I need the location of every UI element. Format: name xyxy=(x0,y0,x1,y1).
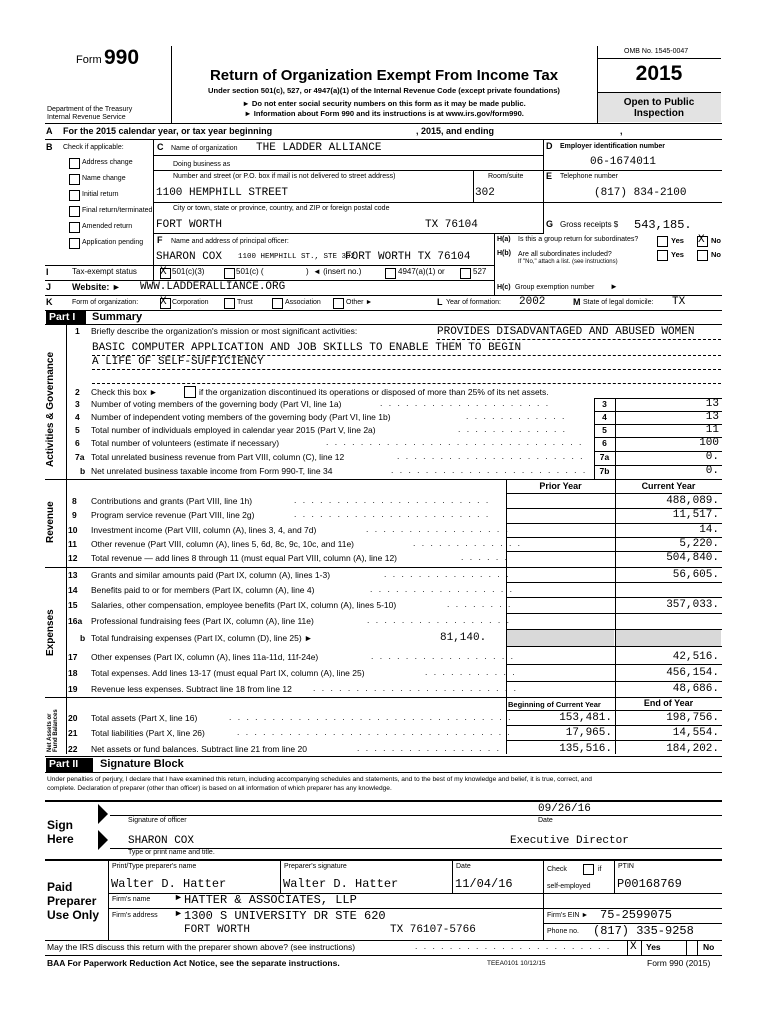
line-9-num: 9 xyxy=(72,510,77,520)
line-22-eoy: 184,202. xyxy=(666,743,719,755)
street-value: 1100 HEMPHILL STREET xyxy=(156,187,289,199)
line-12-num: 12 xyxy=(68,553,78,563)
line-a-text: For the 2015 calendar year, or tax year beginning xyxy=(63,126,273,136)
prior-year-header: Prior Year xyxy=(539,481,582,491)
line-19-leader: . . . . . . . . . . . . . . . . . . . . . . . . xyxy=(313,683,518,693)
line-11-current: 5,220. xyxy=(679,538,719,550)
hb-no-checkbox[interactable] xyxy=(697,250,708,261)
line-13-text: Grants and similar amounts paid (Part IX, column (A), lines 1-3) xyxy=(91,570,331,580)
eoy-header: End of Year xyxy=(643,698,694,708)
line-2-text-2: if the organization discontinued its operations or disposed of more than 25% of its net assets. xyxy=(199,387,549,397)
line-5-num: 5 xyxy=(75,425,80,435)
principal-officer-label: Name and address of principal officer: xyxy=(171,238,289,245)
line-7b-box: 7b xyxy=(599,466,610,476)
mission-line-3: A LIFE OF SELF-SUFFICIENCY xyxy=(92,356,264,368)
line-14-leader: . . . . . . . . . . . . . . . . . xyxy=(370,584,514,594)
line-6-num: 6 xyxy=(75,438,80,448)
line-7a-text: Total unrelated business revenue from Part VIII, column (C), line 12 xyxy=(91,452,345,462)
hb-yes-checkbox[interactable] xyxy=(657,250,668,261)
type-name-title-label: Type or print name and title. xyxy=(128,849,215,856)
trust-checkbox[interactable] xyxy=(224,298,235,309)
line-15-leader: . . . . . . . . xyxy=(447,599,513,609)
line-21-eoy: 14,554. xyxy=(672,727,719,739)
line-19-num: 19 xyxy=(68,684,78,694)
amended-return-checkbox[interactable] xyxy=(69,222,80,233)
part-ii-title: Signature Block xyxy=(100,758,184,770)
line-17-leader: . . . . . . . . . . . . . . . . . xyxy=(371,651,515,661)
section-b-label: B xyxy=(46,142,53,152)
discuss-leader: . . . . . . . . . . . . . . . . . . . . . . . xyxy=(415,941,612,951)
group-exemption-label: Group exemption number xyxy=(515,284,595,291)
officer-address: 1100 HEMPHILL ST., STE 302 xyxy=(238,253,356,261)
footer-code: TEEA0101 10/12/15 xyxy=(487,960,546,967)
mission-line-2: BASIC COMPUTER APPLICATION AND JOB SKILLS TO ENABLE THEM TO BEGIN xyxy=(92,342,522,354)
line-22-text: Net assets or fund balances. Subtract line 21 from line 20 xyxy=(91,744,307,754)
group-exemption-arrow-icon: ► xyxy=(610,282,618,291)
dba-label: Doing business as xyxy=(173,161,231,168)
telephone-label: Telephone number xyxy=(560,173,618,180)
line-15-num: 15 xyxy=(68,600,78,610)
year-of-formation-value: 2002 xyxy=(519,296,546,308)
line-4-box: 4 xyxy=(602,412,607,422)
line-20-eoy: 198,756. xyxy=(666,712,719,724)
footer-form: Form 990 (2015) xyxy=(647,958,711,968)
line-22-leader: . . . . . . . . . . . . . . . . . . xyxy=(357,743,510,753)
line-14-text: Benefits paid to or for members (Part IX, column (A), line 4) xyxy=(91,585,315,595)
firm-address-arrow-icon: ► xyxy=(174,908,183,918)
line-7a-leader: . . . . . . . . . . . . . . . . . . . . . . xyxy=(397,451,585,461)
hb-note: If "No," attach a list. (see instructions) xyxy=(518,259,618,265)
ha-no-label: No xyxy=(711,236,721,245)
hc-label: H(c) xyxy=(497,284,511,291)
initial-return-checkbox[interactable] xyxy=(69,190,80,201)
line-3-leader: . . . . . . . . . . . . . . . . . . . . xyxy=(380,398,551,408)
line-22-boy: 135,516. xyxy=(559,743,612,755)
line-8-num: 8 xyxy=(72,496,77,506)
revenue-side-label: Revenue xyxy=(45,501,56,543)
form-info-url: ► Information about Form 990 and its instructions is at www.irs.gov/form990. xyxy=(244,109,524,118)
line-7b-value: 0. xyxy=(705,465,719,477)
line-3-text: Number of voting members of the governing body (Part VI, line 1a) xyxy=(91,399,342,409)
section-c-label: C xyxy=(157,142,164,152)
boy-header: Beginning of Current Year xyxy=(508,700,601,709)
hb-question: Are all subordinates included? xyxy=(518,251,612,258)
check-label: Check xyxy=(547,866,567,873)
line-14-num: 14 xyxy=(68,585,78,595)
line-16a-text: Professional fundraising fees (Part IX, column (A), line 11e) xyxy=(91,616,314,626)
line-k-label: K xyxy=(46,297,53,307)
line-4-text: Number of independent voting members of the governing body (Part VI, line 1b) xyxy=(91,412,391,422)
corporation-label: Corporation xyxy=(172,299,209,306)
line-16a-num: 16a xyxy=(68,616,83,626)
line-2-text: Check this box ► xyxy=(91,387,158,397)
line-7b-num: b xyxy=(80,466,86,476)
part-i-title: Summary xyxy=(92,311,143,323)
tax-year: 2015 xyxy=(635,62,683,85)
line-17-text: Other expenses (Part IX, column (A), lines 11a-11d, 11f-24e) xyxy=(91,652,319,662)
ha-label: H(a) xyxy=(497,236,511,243)
prep-name-value: Walter D. Hatter xyxy=(111,877,227,891)
4947-checkbox[interactable] xyxy=(385,268,396,279)
gross-receipts-value: 543,185. xyxy=(634,218,692,232)
activities-governance-side-label: Activities & Governance xyxy=(45,351,56,467)
firm-state-zip-value: TX 76107-5766 xyxy=(390,924,476,936)
hb-label: H(b) xyxy=(497,250,511,257)
use-only-label: Use Only xyxy=(47,908,100,922)
line-7b-text: Net unrelated business taxable income from Form 990-T, line 34 xyxy=(91,466,333,476)
line-21-boy: 17,965. xyxy=(565,727,612,739)
firm-city-value: FORT WORTH xyxy=(184,924,251,936)
address-change-label: Address change xyxy=(82,159,133,166)
discontinued-operations-checkbox[interactable] xyxy=(184,386,196,398)
website-value: WWW.LADDERALLIANCE.ORG xyxy=(140,281,286,293)
dept-treasury: Department of the Treasury xyxy=(47,106,133,113)
officer-printed-name: SHARON COX xyxy=(128,835,195,847)
line-16b-text: Total fundraising expenses (Part IX, column (D), line 25) ► xyxy=(91,633,313,643)
year-of-formation-label: Year of formation: xyxy=(446,299,501,306)
tax-exempt-status-label: Tax-exempt status xyxy=(72,267,137,276)
form-label: Form xyxy=(76,54,102,66)
line-5-leader: . . . . . . . . . . . . . xyxy=(458,424,568,434)
line-1-text: Briefly describe the organization's mission or most significant activities: xyxy=(91,326,358,336)
501c-checkbox[interactable] xyxy=(224,268,235,279)
line-6-value: 100 xyxy=(699,437,719,449)
4947-label: 4947(a)(1) or xyxy=(398,267,445,276)
line-20-leader: . . . . . . . . . . . . . . . . . . . . . . . . . . . . . . . . . xyxy=(229,712,513,722)
firm-name-arrow-icon: ► xyxy=(174,892,183,902)
name-change-label: Name change xyxy=(82,175,126,182)
ssn-warning: ► Do not enter social security numbers on this form as it may be made public. xyxy=(242,99,526,108)
line-13-num: 13 xyxy=(68,570,78,580)
other-label: Other ► xyxy=(346,299,373,306)
line-21-leader: . . . . . . . . . . . . . . . . . . . . . . . . . . . . . . . . xyxy=(237,727,512,737)
net-assets-side-label: Net Assets or Fund Balances xyxy=(47,709,59,752)
final-return-checkbox[interactable] xyxy=(69,206,80,217)
hb-no-label: No xyxy=(711,250,721,259)
section-e-label: E xyxy=(546,171,553,181)
sign-date-value: 09/26/16 xyxy=(538,803,591,815)
line-4-leader: . . . . . . . . . . . . xyxy=(466,411,567,421)
line-4-value: 13 xyxy=(705,411,719,423)
line-17-current: 42,516. xyxy=(672,651,719,663)
section-g-label: G xyxy=(546,219,554,229)
prep-name-label: Print/Type preparer's name xyxy=(112,863,197,870)
527-checkbox[interactable] xyxy=(460,268,471,279)
sign-arrow-icon xyxy=(98,804,108,824)
line-11-leader: . . . . . . . . . . . . . xyxy=(413,538,523,548)
ein-label: Employer identification number xyxy=(560,143,666,150)
501c3-mark: X xyxy=(160,266,167,278)
line-10-leader: . . . . . . . . . . . . . . . . . xyxy=(366,524,510,534)
ha-question: Is this a group return for subordinates? xyxy=(518,236,639,243)
street-label: Number and street (or P.O. box if mail is not delivered to street address) xyxy=(173,173,396,180)
line-16a-leader: . . . . . . . . . . . . . . . . . xyxy=(367,615,511,625)
line-8-leader: . . . . . . . . . . . . . . . . . . . . . . . xyxy=(294,495,491,505)
line-10-text: Investment income (Part VIII, column (A), lines 3, 4, and 7d) xyxy=(91,525,317,535)
amended-return-label: Amended return xyxy=(82,223,133,230)
line-9-text: Program service revenue (Part VIII, line 2g) xyxy=(91,510,255,520)
line-18-leader: . . . . . . . . . . . xyxy=(425,667,517,677)
section-f-label: F xyxy=(157,235,163,245)
line-5-value: 11 xyxy=(705,424,719,436)
line-21-text: Total liabilities (Part X, line 26) xyxy=(91,728,205,738)
form-subtitle: Under section 501(c), 527, or 4947(a)(1) of the Internal Revenue Code (except private foundations) xyxy=(208,86,560,95)
501c3-label: 501(c)(3) xyxy=(172,267,205,276)
form-of-org-label: Form of organization: xyxy=(72,299,139,306)
officer-name: SHARON COX xyxy=(156,251,223,263)
address-change-checkbox[interactable] xyxy=(69,158,80,169)
baa-notice: BAA For Paperwork Reduction Act Notice, see the separate instructions. xyxy=(47,958,340,968)
name-arrow-icon xyxy=(98,830,108,850)
firm-phone-value: (817) 335-9258 xyxy=(593,924,694,938)
firm-address-label: Firm's address xyxy=(112,912,158,919)
line-l-label: L xyxy=(437,297,443,307)
org-name-value: THE LADDER ALLIANCE xyxy=(256,142,382,154)
prep-signature-value: Walter D. Hatter xyxy=(283,877,399,891)
line-7a-num: 7a xyxy=(75,452,85,462)
line-8-text: Contributions and grants (Part VIII, line 1h) xyxy=(91,496,253,506)
line-19-current: 48,686. xyxy=(672,683,719,695)
hb-yes-label: Yes xyxy=(671,250,684,259)
officer-title: Executive Director xyxy=(510,835,629,847)
officer-city: FORT WORTH TX 76104 xyxy=(345,251,471,263)
part-i-tag: Part I xyxy=(49,311,76,323)
state-zip-value: TX 76104 xyxy=(425,219,478,231)
line-10-num: 10 xyxy=(68,525,78,535)
other-checkbox[interactable] xyxy=(333,298,344,309)
here-label: Here xyxy=(47,832,74,846)
line-3-box: 3 xyxy=(602,399,607,409)
line-19-text: Revenue less expenses. Subtract line 18 from line 12 xyxy=(91,684,292,694)
check-if-applicable: Check if applicable: xyxy=(63,144,124,151)
line-20-boy: 153,481. xyxy=(559,712,612,724)
line-1-num: 1 xyxy=(75,326,80,336)
line-3-value: 13 xyxy=(705,398,719,410)
line-9-leader: . . . . . . . . . . . . . . . . . . . . . . . xyxy=(294,509,491,519)
application-pending-label: Application pending xyxy=(82,239,144,246)
line-21-num: 21 xyxy=(68,728,78,738)
line-8-current: 488,089. xyxy=(666,495,719,507)
line-7b-leader: . . . . . . . . . . . . . . . . . . . . . . . xyxy=(391,465,588,475)
527-label: 527 xyxy=(473,267,487,276)
form-number: 990 xyxy=(104,46,140,69)
line-9-current: 11,517. xyxy=(672,509,719,521)
ha-yes-label: Yes xyxy=(671,236,684,245)
association-checkbox[interactable] xyxy=(272,298,283,309)
expenses-side-label: Expenses xyxy=(45,609,56,656)
ptin-value: P00168769 xyxy=(617,877,682,891)
name-change-checkbox[interactable] xyxy=(69,174,80,185)
telephone-value: (817) 834-2100 xyxy=(594,187,687,199)
perjury-statement-1: Under penalties of perjury, I declare that I have examined this return, including accompanying schedules and statements, and to the best of my knowledge and belief, it is true, correct, and xyxy=(47,776,592,783)
line-i-label: I xyxy=(46,267,49,277)
line-5-text: Total number of individuals employed in calendar year 2015 (Part V, line 2a) xyxy=(91,425,376,435)
line-18-text: Total expenses. Add lines 13-17 (must equal Part IX, column (A), line 25) xyxy=(91,668,365,678)
trust-label: Trust xyxy=(237,299,253,306)
line-10-current: 14. xyxy=(699,524,719,536)
line-20-text: Total assets (Part X, line 16) xyxy=(91,713,198,723)
mission-line-1: PROVIDES DISADVANTAGED AND ABUSED WOMEN xyxy=(437,326,695,338)
self-employed-label: self-employed xyxy=(547,883,591,890)
ha-yes-checkbox[interactable] xyxy=(657,236,668,247)
line-5-box: 5 xyxy=(602,425,607,435)
current-year-header: Current Year xyxy=(641,481,696,491)
firm-ein-label: Firm's EIN ► xyxy=(547,912,589,919)
if-label: if xyxy=(598,866,602,873)
corporation-mark: X xyxy=(160,296,167,308)
line-7a-value: 0. xyxy=(705,451,719,463)
section-d-label: D xyxy=(546,141,553,151)
part-ii-tag: Part II xyxy=(49,758,79,770)
ptin-label: PTIN xyxy=(618,863,634,870)
omb-number: OMB No. 1545-0047 xyxy=(624,48,689,55)
line-12-current: 504,840. xyxy=(666,552,719,564)
perjury-statement-2: complete. Declaration of preparer (other than officer) is based on all information of which preparer has any knowledge. xyxy=(47,785,392,792)
self-employed-checkbox[interactable] xyxy=(583,864,594,875)
irs-label: Internal Revenue Service xyxy=(47,114,126,121)
line-11-num: 11 xyxy=(68,539,77,549)
firm-address-value: 1300 S UNIVERSITY DR STE 620 xyxy=(184,909,386,923)
line-16b-num: b xyxy=(80,633,86,643)
line-12-text: Total revenue — add lines 8 through 11 (must equal Part VIII, column (A), line 12) xyxy=(91,553,397,563)
line-18-current: 456,154. xyxy=(666,667,719,679)
line-13-current: 56,605. xyxy=(672,569,719,581)
signature-of-officer-label: Signature of officer xyxy=(128,817,187,824)
line-13-leader: . . . . . . . . . . . . . . . xyxy=(384,569,511,579)
gross-receipts-label: Gross receipts $ xyxy=(560,220,619,229)
ein-value: 06-1674011 xyxy=(590,156,657,168)
line-7a-box: 7a xyxy=(599,452,610,462)
line-j-label: J xyxy=(46,282,52,292)
line-17-num: 17 xyxy=(68,652,78,662)
discuss-yes-label: Yes xyxy=(646,942,661,952)
line-a-end: , xyxy=(620,126,623,136)
website-label: Website: ► xyxy=(72,282,121,292)
room-suite-label: Room/suite xyxy=(488,173,524,180)
discuss-question: May the IRS discuss this return with the preparer shown above? (see instructions) xyxy=(47,942,356,952)
discuss-no-label: No xyxy=(703,942,715,952)
line-15-text: Salaries, other compensation, employee benefits (Part IX, column (A), lines 5-10) xyxy=(91,600,397,610)
firm-ein-value: 75-2599075 xyxy=(600,908,673,922)
line-16b-value: 81,140. xyxy=(440,632,487,644)
prep-date-value: 11/04/16 xyxy=(455,877,513,891)
line-6-leader: . . . . . . . . . . . . . . . . . . . . . . . . . . . . . . xyxy=(326,437,584,447)
paid-label: Paid xyxy=(47,880,73,894)
application-pending-checkbox[interactable] xyxy=(69,238,80,249)
sign-label: Sign xyxy=(47,818,73,832)
firm-name-label: Firm's name xyxy=(112,896,151,903)
association-label: Association xyxy=(285,299,321,306)
discuss-yes-mark: X xyxy=(630,941,637,953)
sign-date-label: Date xyxy=(538,817,553,824)
prep-signature-label: Preparer's signature xyxy=(284,863,347,870)
line-6-box: 6 xyxy=(602,438,607,448)
line-12-leader: . . . . . . xyxy=(461,552,509,562)
line-20-num: 20 xyxy=(68,713,78,723)
initial-return-label: Initial return xyxy=(82,191,119,198)
form-title: Return of Organization Exempt From Income Tax xyxy=(209,67,559,84)
line-6-text: Total number of volunteers (estimate if necessary) xyxy=(91,438,280,448)
line-22-num: 22 xyxy=(68,744,78,754)
firm-name-value: HATTER & ASSOCIATES, LLP xyxy=(184,893,357,907)
preparer-label: Preparer xyxy=(47,894,97,908)
phone-no-label: Phone no. xyxy=(547,928,579,935)
line-15-current: 357,033. xyxy=(666,599,719,611)
line-4-num: 4 xyxy=(75,412,80,422)
prep-date-label: Date xyxy=(456,863,471,870)
org-name-label: Name of organization xyxy=(171,145,238,152)
line-2-num: 2 xyxy=(75,387,80,397)
line-11-text: Other revenue (Part VIII, column (A), lines 5, 6d, 8c, 9c, 10c, and 11e) xyxy=(91,539,354,549)
insert-no-label: ◄ (insert no.) xyxy=(313,267,362,276)
line-m-label: M xyxy=(573,297,581,307)
open-to-public: Open to Public xyxy=(623,97,695,108)
legal-domicile-value: TX xyxy=(672,296,686,308)
inspection-label: Inspection xyxy=(633,108,684,119)
501c-close: ) xyxy=(306,267,309,276)
line-3-num: 3 xyxy=(75,399,80,409)
501c-label: 501(c) ( xyxy=(236,267,264,276)
line-a-label: A xyxy=(46,126,53,136)
line-18-num: 18 xyxy=(68,668,78,678)
ha-no-mark: X xyxy=(698,234,705,246)
legal-domicile-label: State of legal domicile: xyxy=(583,299,654,306)
final-return-label: Final return/terminated xyxy=(82,207,153,214)
city-label: City or town, state or province, country, and ZIP or foreign postal code xyxy=(173,205,390,212)
line-a-mid: , 2015, and ending xyxy=(416,126,495,136)
city-value: FORT WORTH xyxy=(156,219,223,231)
room-value: 302 xyxy=(475,187,495,199)
